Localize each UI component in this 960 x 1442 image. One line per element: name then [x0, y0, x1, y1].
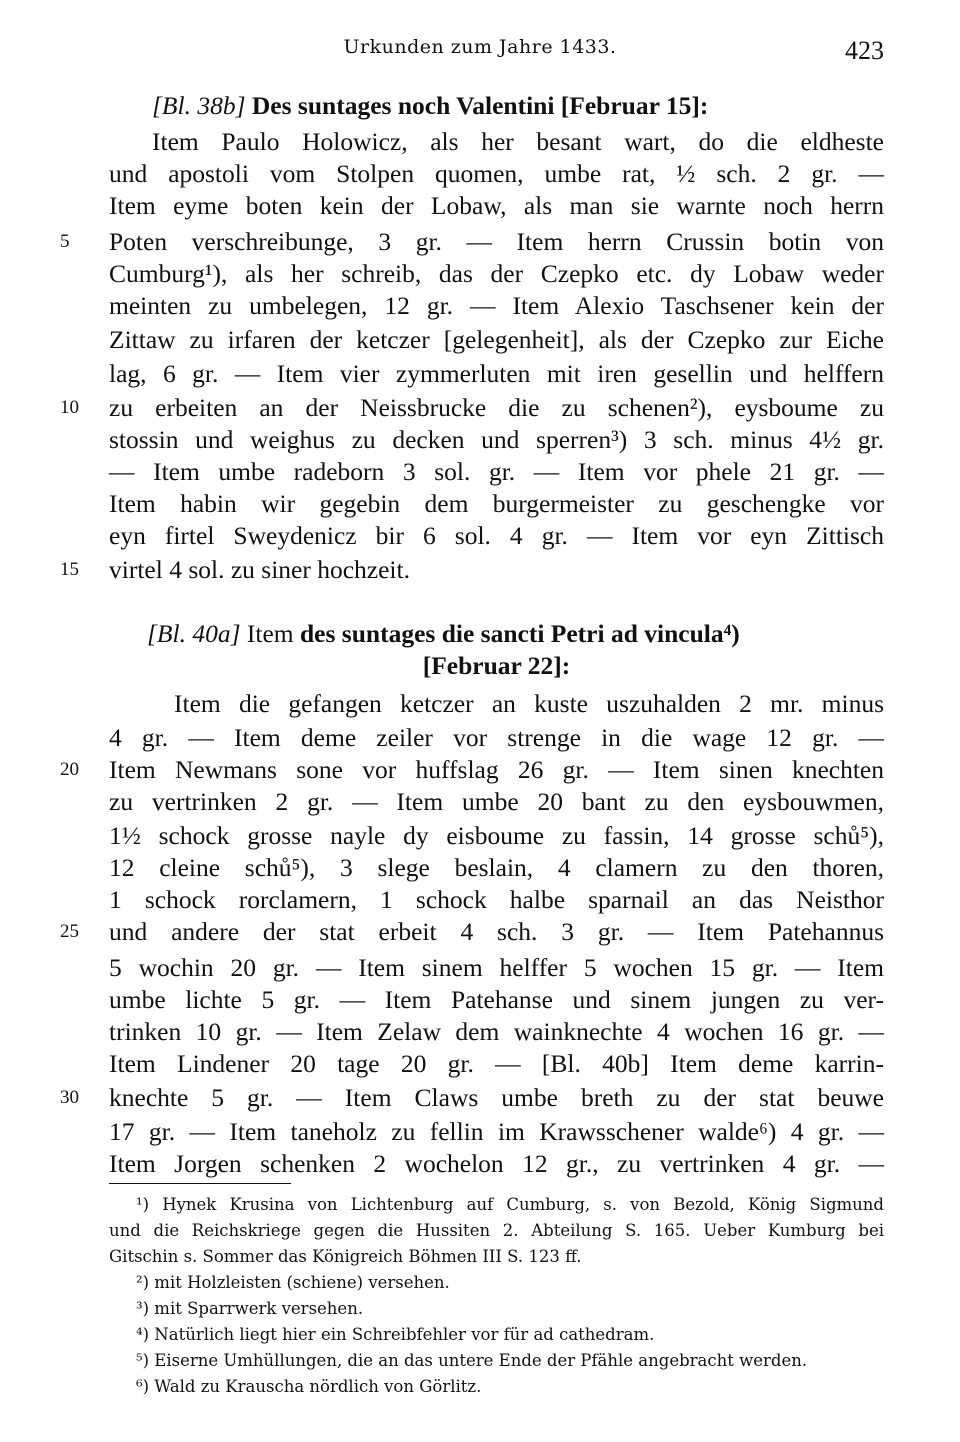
text-line: Item eyme boten kein der Lobaw, als man sie warnte noch herrn [109, 191, 884, 220]
line-number: 30 [60, 1087, 79, 1108]
text-line: eyn firtel Sweydenicz bir 6 sol. 4 gr. — Item vor eyn Zittisch [109, 521, 884, 550]
text-line: und apostoli vom Stolpen quomen, umbe rat, ½ sch. 2 gr. — [109, 159, 884, 188]
heading-text: des suntages die sancti Petri ad vincula⁴) [300, 619, 740, 648]
text-line: Item Paulo Holowicz, als her besant wart, do die eldheste [152, 127, 884, 156]
folio-reference: [Bl. 40a] [147, 619, 241, 648]
line-number: 20 [60, 759, 79, 780]
heading-item-word: Item [246, 619, 294, 648]
text-line: Zittaw zu irfaren der ketczer [gelegenheit], als der Czepko zur Eiche [109, 325, 884, 354]
section-heading-2-date: [Februar 22]: [422, 651, 571, 680]
line-number: 15 [60, 559, 79, 580]
text-line: 1½ schock grosse nayle dy eisboume zu fassin, 14 grosse schů⁵), [109, 821, 884, 850]
footnote-divider [109, 1183, 291, 1184]
text-line: Item Newmans sone vor huffslag 26 gr. — Item sinen knechten [109, 755, 884, 784]
text-line: Item habin wir gegebin dem burgermeister zu geschengke vor [109, 489, 884, 518]
line-number: 5 [60, 231, 70, 252]
footnote-line: ⁵) Eiserne Umhüllungen, die an das untere Ende der Pfähle angebracht werden. [136, 1351, 808, 1370]
running-title: Urkunden zum Jahre 1433. [343, 36, 617, 58]
text-line: zu vertrinken 2 gr. — Item umbe 20 bant zu den eysbouwmen, [109, 787, 884, 816]
text-line: Item Jorgen schenken 2 wochelon 12 gr., zu vertrinken 4 gr. — [109, 1149, 884, 1178]
text-line: meinten zu umbelegen, 12 gr. — Item Alexio Taschsener kein der [109, 291, 884, 320]
text-line: umbe lichte 5 gr. — Item Patehanse und sinem jungen zu ver- [109, 985, 884, 1014]
text-line: Item Lindener 20 tage 20 gr. — [Bl. 40b] Item deme karrin- [109, 1049, 884, 1078]
line-number: 25 [60, 921, 79, 942]
footnote-line: und die Reichskriege gegen die Hussiten 2. Abteilung S. 165. Ueber Kumburg bei [109, 1221, 884, 1240]
text-line: Poten verschreibunge, 3 gr. — Item herrn Crussin botin von [109, 227, 884, 256]
text-line: stossin und weighus zu decken und sperren³) 3 sch. minus 4½ gr. [109, 425, 884, 454]
text-line: 4 gr. — Item deme zeiler vor strenge in die wage 12 gr. — [109, 723, 884, 752]
footnote-line: Gitschin s. Sommer das Königreich Böhmen III S. 123 ff. [109, 1247, 582, 1266]
text-line: — Item umbe radeborn 3 sol. gr. — Item vor phele 21 gr. — [109, 457, 884, 486]
footnote-line: ³) mit Sparrwerk versehen. [136, 1299, 364, 1318]
text-line: 5 wochin 20 gr. — Item sinem helffer 5 wochen 15 gr. — Item [109, 953, 884, 982]
footnote-line: ⁴) Natürlich liegt hier ein Schreibfehler vor für ad cathedram. [136, 1325, 655, 1344]
text-line: 17 gr. — Item taneholz zu fellin im Krawsschener walde⁶) 4 gr. — [109, 1117, 884, 1146]
text-line: und andere der stat erbeit 4 sch. 3 gr. — Item Patehannus [109, 917, 884, 946]
text-line: zu erbeiten an der Neissbrucke die zu schenen²), eysboume zu [109, 393, 884, 422]
folio-reference: [Bl. 38b] [152, 91, 246, 120]
text-line: trinken 10 gr. — Item Zelaw dem wainknechte 4 wochen 16 gr. — [109, 1017, 884, 1046]
footnote-line: ⁶) Wald zu Krauscha nördlich von Görlitz. [136, 1377, 482, 1396]
text-line: knechte 5 gr. — Item Claws umbe breth zu der stat beuwe [109, 1083, 884, 1112]
line-number: 10 [60, 397, 79, 418]
section-heading-1 [152, 90, 884, 122]
heading-text: Des suntages noch Valentini [Februar 15]: [251, 91, 709, 120]
footnote-line: ¹) Hynek Krusina von Lichtenburg auf Cumburg, s. von Bezold, König Sigmund [136, 1195, 884, 1214]
footnote-line: ²) mit Holzleisten (schiene) versehen. [136, 1273, 450, 1292]
text-line: 1 schock rorclamern, 1 schock halbe sparnail an das Neisthor [109, 885, 884, 914]
page-number: 423 [845, 36, 884, 65]
page-header [0, 36, 960, 66]
text-line: Cumburg¹), als her schreib, das der Czepko etc. dy Lobaw weder [109, 259, 884, 288]
text-line: virtel 4 sol. zu siner hochzeit. [109, 555, 410, 584]
text-line: Item die gefangen ketczer an kuste uszuhalden 2 mr. minus [174, 689, 884, 718]
section-heading-2 [147, 618, 884, 650]
text-line: lag, 6 gr. — Item vier zymmerluten mit iren gesellin und helffern [109, 359, 884, 388]
text-line: 12 cleine schů⁵), 3 slege beslain, 4 clamern zu den thoren, [109, 853, 884, 882]
